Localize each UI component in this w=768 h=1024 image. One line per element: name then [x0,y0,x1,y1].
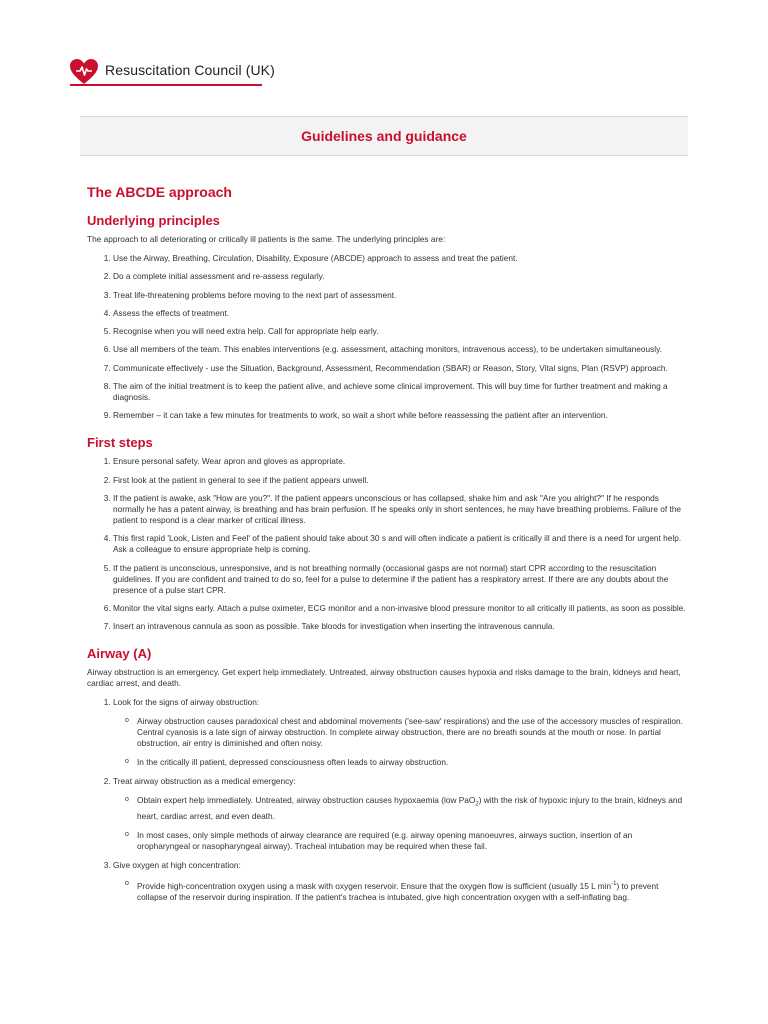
heading-airway: Airway (A) [87,646,152,662]
text-segment: ) with the risk of hypoxic injury to the brain, kidneys and heart, cardiac arrest, and even death. [137,795,683,821]
list-item: 6. Use all members of the team. This enables interventions (e.g. assessment, attaching monitors, intravenous access), to be undertaken simultaneously. [113,344,687,355]
list-item: 1. Use the Airway, Breathing, Circulation, Disability, Exposure (ABCDE) approach to assess and treat the patient. [113,253,687,264]
underlying-principles-list [87,253,687,421]
logo-text: Resuscitation Council (UK) [105,62,275,78]
list-item [113,697,687,768]
list-item: 5. Recognise when you will need extra help. Call for appropriate help early. [113,326,687,337]
list-item: 4. Assess the effects of treatment. [113,308,687,319]
page-title: The ABCDE approach [87,184,232,200]
list-item: 7. Insert an intravenous cannula as soon as possible. Take bloods for investigation when inserting the intravenous cannula. [113,621,687,632]
list-item: 4. This first rapid 'Look, Listen and Feel' of the patient should take about 30 s and will often indicate a patient is critically ill and there is a need for urgent help. Ask a colleague to ensure appropriate help is coming. [113,533,687,555]
guidelines-banner: Guidelines and guidance [80,116,688,156]
list-item: 9. Remember – it can take a few minutes for treatments to work, so wait a short while before reassessing the patient after an intervention. [113,410,687,421]
sub-list-item: o In the critically ill patient, depressed consciousness often leads to airway obstruction. [137,757,687,768]
heart-logo-icon [70,58,98,86]
text-segment: Obtain expert help immediately. Untreated, airway obstruction causes hypoxaemia (low PaO [137,795,476,806]
list-item [113,860,687,903]
airway-item-text: Treat airway obstruction as a medical emergency: [113,776,296,787]
list-item: 6. Monitor the vital signs early. Attach a pulse oximeter, ECG monitor and a non-invasive blood pressure monitor to all critically ill patients, as soon as possible. [113,603,687,614]
subscript: 2 [475,801,479,808]
first-steps-list [87,456,687,632]
list-item: 2. Do a complete initial assessment and re-assess regularly. [113,271,687,282]
list-item: 5. If the patient is unconscious, unresponsive, and is not breathing normally (occasional gasps are not normal) start CPR according to the resuscitation guidelines. If you are confident and trained to do so, feel for a pulse to determine if the patient has a respiratory arrest. If there are any doubts about the presence of a pulse start CPR. [113,563,687,596]
heading-underlying-principles: Underlying principles [87,213,220,228]
airway-intro: Airway obstruction is an emergency. Get expert help immediately. Untreated, airway obstruction causes hypoxia and risks damage to the brain, kidneys and heart, cardiac arrest, and death. [87,667,681,689]
superscript: -1 [611,880,617,887]
list-item: 1. Ensure personal safety. Wear apron and gloves as appropriate. [113,456,687,467]
article-content [87,176,687,911]
sub-list [113,795,687,852]
sub-list-item: o In most cases, only simple methods of airway clearance are required (e.g. airway opening manoeuvres, airways suction, insertion of an oropharyngeal or nasopharyngeal airway). Tracheal intubation may be required when these fail. [137,830,687,852]
sub-list-item [137,879,687,903]
logo-underline [70,84,262,86]
list-item: 3. If the patient is awake, ask "How are you?". If the patient appears unconscious or has collapsed, shake him and ask "Are you alright?" If he responds normally he has a patent airway, is breathing and has brain perfusion. If he speaks only in short sentences, he may have breathing problems. Failure of the patient to respond is a clear marker of critical illness. [113,493,687,526]
list-item: 8. The aim of the initial treatment is to keep the patient alive, and achieve some clinical improvement. This will buy time for further treatment and making a diagnosis. [113,381,687,403]
text-segment: ) to prevent collapse of the reservoir during inspiration. If the patient's trachea is intubated, give high concentration oxygen with a self-inflating bag. [137,880,659,902]
sub-list-item: o Airway obstruction causes paradoxical chest and abdominal movements ('see-saw' respirations) and the use of the accessory muscles of respiration. Central cyanosis is a late sign of airway obstruction. In complete airway obstruction, there are no breath sounds at the mouth or nose. In partial obstruction, air entry is diminished and often noisy. [137,716,687,749]
list-item: 2. First look at the patient in general to see if the patient appears unwell. [113,475,687,486]
airway-item-text: Give oxygen at high concentration: [113,859,241,870]
heading-first-steps: First steps [87,435,153,451]
list-item: 7. Communicate effectively - use the Situation, Background, Assessment, Recommendation (SBAR) or Reason, Story, Vital signs, Plan (RSVP) approach. [113,363,687,374]
sub-list [113,879,687,903]
airway-list [87,697,687,902]
sub-list-item [137,795,687,822]
list-item [113,776,687,852]
list-item: 3. Treat life-threatening problems before moving to the next part of assessment. [113,290,687,301]
underlying-intro: The approach to all deteriorating or critically ill patients is the same. The underlying principles are: [87,234,446,244]
text-segment: Provide high-concentration oxygen using a mask with oxygen reservoir. Ensure that the oxygen flow is sufficient (usually 15 L min [137,880,612,891]
airway-item-text: Look for the signs of airway obstruction: [113,697,260,708]
sub-list [113,716,687,768]
